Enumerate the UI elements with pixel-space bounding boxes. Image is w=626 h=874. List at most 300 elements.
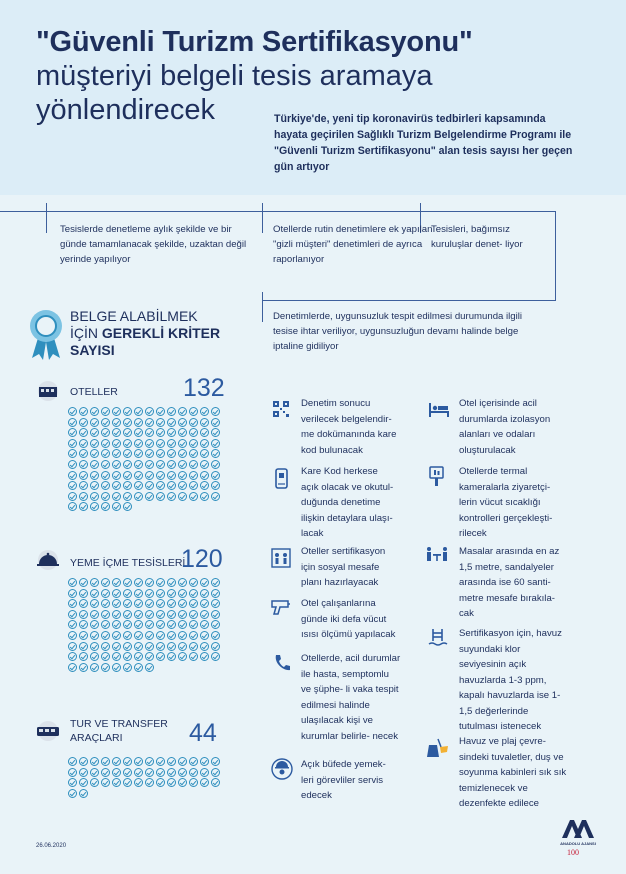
check-icon [90, 642, 99, 651]
timeline-bottom-line [262, 300, 556, 301]
check-icon [68, 502, 77, 511]
check-icon [101, 757, 110, 766]
check-icon [68, 439, 77, 448]
check-grid-yeme-icme [68, 578, 222, 673]
check-icon [112, 407, 121, 416]
check-icon [90, 428, 99, 437]
check-icon [101, 460, 110, 469]
check-icon [145, 481, 154, 490]
check-icon [123, 449, 132, 458]
check-icon [211, 460, 220, 469]
belge-line-3: SAYISI [70, 342, 115, 358]
check-icon [101, 407, 110, 416]
check-icon [134, 460, 143, 469]
check-icon [123, 757, 132, 766]
item-left-6: Açık büfede yemek- leri görevliler servis edecek [301, 759, 386, 801]
check-icon [68, 631, 77, 640]
item-left-4: Otel çalışanlarına günde iki defa vücut ısısı ölçümü yapılacak [301, 598, 396, 640]
check-icon [145, 768, 154, 777]
cleaning-icon [426, 737, 450, 759]
check-icon [145, 642, 154, 651]
check-icon [145, 620, 154, 629]
timeline-right-line [555, 211, 556, 301]
check-icon [211, 599, 220, 608]
check-icon [101, 599, 110, 608]
check-icon [200, 589, 209, 598]
check-icon [189, 631, 198, 640]
check-icon [123, 428, 132, 437]
phone-scan-icon [274, 468, 290, 490]
check-icon [145, 599, 154, 608]
check-icon [101, 471, 110, 480]
check-icon [101, 631, 110, 640]
check-icon [90, 449, 99, 458]
check-icon [200, 449, 209, 458]
check-icon [112, 631, 121, 640]
check-icon [134, 578, 143, 587]
check-icon [101, 439, 110, 448]
check-icon [123, 439, 132, 448]
check-icon [68, 418, 77, 427]
table-distance-icon [424, 545, 450, 563]
check-icon [167, 642, 176, 651]
check-icon [156, 620, 165, 629]
check-icon [167, 418, 176, 427]
note-4: Denetimlerde, uygunsuzluk tespit edilmesi durumunda ilgili tesise ihtar veriliyor, uygunsuzluğun devamı halinde belge iptaline gidiliyor [273, 311, 523, 352]
check-icon [189, 578, 198, 587]
check-icon [90, 620, 99, 629]
check-icon [211, 778, 220, 787]
bed-icon [428, 401, 450, 419]
check-icon [68, 789, 77, 798]
check-icon [123, 589, 132, 598]
check-icon [79, 578, 88, 587]
check-icon [211, 610, 220, 619]
check-icon [211, 407, 220, 416]
check-icon [167, 768, 176, 777]
check-icon [211, 578, 220, 587]
item-right-1: Otel içerisinde acil durumlarda izolasyon alanları ve odaları oluşturulacak [459, 398, 551, 456]
check-icon [112, 620, 121, 629]
check-icon [123, 652, 132, 661]
check-icon [79, 471, 88, 480]
check-icon [189, 757, 198, 766]
check-icon [68, 471, 77, 480]
check-icon [134, 589, 143, 598]
check-icon [200, 428, 209, 437]
check-icon [156, 481, 165, 490]
check-icon [79, 439, 88, 448]
check-icon [156, 757, 165, 766]
check-icon [200, 492, 209, 501]
check-icon [145, 407, 154, 416]
belge-line-1: BELGE ALABİLMEK [70, 308, 198, 324]
check-icon [200, 620, 209, 629]
check-icon [178, 610, 187, 619]
thermometer-gun-icon [271, 598, 291, 616]
check-icon [189, 471, 198, 480]
check-icon [123, 481, 132, 490]
check-icon [189, 407, 198, 416]
check-icon [167, 778, 176, 787]
check-icon [123, 778, 132, 787]
check-icon [211, 449, 220, 458]
check-icon [112, 449, 121, 458]
check-icon [101, 652, 110, 661]
check-icon [79, 757, 88, 766]
check-icon [156, 449, 165, 458]
note-1: Tesislerde denetleme aylık şekilde ve bir günde tamamlanacak şekilde, uzaktan değil yerinde yapılıyor [60, 224, 247, 265]
title-line-3: yönlendirecek [36, 94, 215, 126]
check-icon [112, 778, 121, 787]
check-icon [123, 642, 132, 651]
check-icon [167, 460, 176, 469]
belge-heading [70, 308, 220, 359]
check-icon [156, 460, 165, 469]
check-icon [101, 492, 110, 501]
check-icon [200, 642, 209, 651]
check-icon [101, 449, 110, 458]
check-icon [90, 460, 99, 469]
phone-icon [273, 654, 291, 672]
check-icon [134, 471, 143, 480]
check-icon [156, 652, 165, 661]
check-icon [68, 620, 77, 629]
check-icon [145, 428, 154, 437]
check-icon [189, 428, 198, 437]
check-icon [68, 599, 77, 608]
check-icon [79, 610, 88, 619]
check-icon [156, 439, 165, 448]
check-icon [145, 492, 154, 501]
check-icon [134, 757, 143, 766]
check-icon [200, 578, 209, 587]
category-count-oteller: 132 [183, 374, 225, 402]
check-icon [189, 589, 198, 598]
check-icon [134, 599, 143, 608]
check-icon [123, 631, 132, 640]
qr-code-icon [272, 400, 290, 418]
check-icon [189, 768, 198, 777]
check-icon [156, 578, 165, 587]
check-icon [200, 631, 209, 640]
thermal-camera-icon [428, 466, 446, 488]
check-icon [178, 631, 187, 640]
check-icon [68, 407, 77, 416]
check-icon [134, 428, 143, 437]
check-icon [167, 481, 176, 490]
check-icon [134, 610, 143, 619]
check-icon [90, 471, 99, 480]
check-icon [112, 428, 121, 437]
check-icon [189, 610, 198, 619]
check-icon [90, 407, 99, 416]
check-icon [156, 642, 165, 651]
check-icon [134, 481, 143, 490]
check-icon [167, 578, 176, 587]
check-icon [134, 778, 143, 787]
check-icon [167, 407, 176, 416]
check-icon [178, 642, 187, 651]
check-icon [101, 610, 110, 619]
check-icon [211, 428, 220, 437]
check-icon [156, 778, 165, 787]
check-icon [90, 778, 99, 787]
check-icon [134, 768, 143, 777]
check-icon [68, 642, 77, 651]
belge-line-2-pre: İÇİN [70, 325, 102, 341]
award-badge-icon [28, 308, 64, 362]
check-icon [189, 492, 198, 501]
intro-text: Türkiye'de, yeni tip koronavirüs tedbirleri kapsamında hayata geçirilen Sağlıklı Turizm Belgelendirme Programı ile "Güvenli Turizm Sertifikasyonu" alan tesis sayısı her geçen gün artıyor [274, 113, 573, 173]
belge-line-2-bold: GEREKLİ KRİTER [101, 325, 221, 341]
check-icon [112, 610, 121, 619]
check-icon [145, 589, 154, 598]
check-icon [90, 599, 99, 608]
check-icon [211, 768, 220, 777]
check-icon [79, 620, 88, 629]
check-icon [112, 768, 121, 777]
check-icon [211, 481, 220, 490]
check-icon [200, 778, 209, 787]
check-icon [68, 610, 77, 619]
check-icon [90, 610, 99, 619]
item-right-3: Masalar arasında en az 1,5 metre, sandalyeler arasında ise 60 santi- metre mesafe bırakıla- cak [459, 546, 560, 619]
check-icon [167, 492, 176, 501]
check-icon [68, 652, 77, 661]
check-icon [211, 652, 220, 661]
check-icon [90, 439, 99, 448]
check-icon [79, 599, 88, 608]
check-icon [101, 778, 110, 787]
check-icon [112, 652, 121, 661]
check-icon [156, 589, 165, 598]
item-left-2: Kare Kod herkese açık olacak ve okutul- duğunda denetime ilişkin detaylara ulaşı- lacak [301, 466, 394, 539]
check-icon [189, 418, 198, 427]
check-icon [79, 418, 88, 427]
check-icon [211, 589, 220, 598]
check-icon [90, 481, 99, 490]
check-icon [145, 631, 154, 640]
check-icon [123, 502, 132, 511]
check-icon [167, 631, 176, 640]
check-icon [112, 492, 121, 501]
check-icon [101, 418, 110, 427]
check-icon [145, 449, 154, 458]
check-icon [90, 502, 99, 511]
check-icon [101, 502, 110, 511]
check-icon [189, 642, 198, 651]
category-label-yeme-icme: YEME İÇME TESİSLERİ [70, 557, 186, 569]
check-icon [79, 449, 88, 458]
check-icon [211, 418, 220, 427]
check-icon [123, 663, 132, 672]
check-icon [189, 449, 198, 458]
check-icon [101, 578, 110, 587]
check-icon [211, 439, 220, 448]
date-stamp: 26.06.2020 [36, 843, 67, 849]
check-icon [112, 460, 121, 469]
category-label-tur-2: ARAÇLARI [70, 732, 123, 744]
check-icon [200, 460, 209, 469]
category-count-tur: 44 [189, 719, 217, 747]
check-icon [79, 407, 88, 416]
check-icon [145, 757, 154, 766]
note-2: Otellerde rutin denetimlere ek yapılan "gizli müşteri" denetimleri de ayrıca raporlanıyor [273, 224, 433, 265]
check-icon [211, 757, 220, 766]
check-icon [200, 418, 209, 427]
check-icon [123, 768, 132, 777]
check-icon [79, 428, 88, 437]
check-icon [211, 620, 220, 629]
check-icon [211, 492, 220, 501]
category-label-tur-1: TUR VE TRANSFER [70, 718, 168, 730]
check-icon [68, 757, 77, 766]
check-icon [112, 599, 121, 608]
check-icon [167, 471, 176, 480]
check-icon [145, 460, 154, 469]
check-icon [79, 589, 88, 598]
check-icon [112, 471, 121, 480]
check-icon [134, 418, 143, 427]
check-icon [101, 768, 110, 777]
check-icon [156, 768, 165, 777]
check-icon [90, 652, 99, 661]
category-count-yeme-icme: 120 [181, 545, 223, 573]
check-icon [156, 418, 165, 427]
check-icon [189, 620, 198, 629]
check-icon [156, 428, 165, 437]
check-icon [134, 449, 143, 458]
check-icon [178, 481, 187, 490]
check-icon [79, 631, 88, 640]
item-right-2: Otellerde termal kameralarla ziyaretçi- lerin vücut sıcaklığı kontrolleri gerçekleşti- rilecek [459, 466, 553, 539]
check-icon [134, 620, 143, 629]
check-icon [90, 663, 99, 672]
check-icon [156, 471, 165, 480]
check-grid-tur [68, 757, 222, 799]
title-line-2: müşteriyi belgeli tesis aramaya [36, 60, 433, 92]
check-icon [200, 652, 209, 661]
check-icon [189, 652, 198, 661]
check-icon [79, 502, 88, 511]
check-icon [101, 481, 110, 490]
check-icon [123, 620, 132, 629]
check-icon [145, 652, 154, 661]
check-icon [167, 439, 176, 448]
check-icon [167, 449, 176, 458]
aa-logo [556, 814, 600, 858]
check-icon [101, 663, 110, 672]
check-icon [68, 663, 77, 672]
check-icon [90, 589, 99, 598]
check-icon [79, 481, 88, 490]
item-right-4: Sertifikasyon için, havuz suyundaki klor seviyesinin açık havuzlarda 1-3 ppm, kapalı havuzlarda ise 1-1,5 değerlerinde tutulması istenecek [459, 628, 562, 732]
check-icon [200, 439, 209, 448]
check-icon [178, 652, 187, 661]
check-icon [178, 471, 187, 480]
check-icon [123, 418, 132, 427]
item-left-5: Otellerde, acil durumlar ile hasta, semptomlu ve şüphe- li vaka tespit edilmesi halinde ulaşılacak kişi ve kurumlar belirle- necek [301, 653, 401, 742]
check-icon [112, 642, 121, 651]
check-icon [178, 589, 187, 598]
check-icon [123, 610, 132, 619]
check-icon [134, 663, 143, 672]
check-icon [90, 418, 99, 427]
check-icon [156, 610, 165, 619]
check-icon [112, 663, 121, 672]
check-icon [79, 642, 88, 651]
check-icon [200, 471, 209, 480]
category-label-oteller: OTELLER [70, 386, 118, 398]
check-icon [101, 642, 110, 651]
check-icon [112, 439, 121, 448]
check-icon [167, 757, 176, 766]
check-icon [68, 578, 77, 587]
check-icon [189, 778, 198, 787]
check-icon [68, 589, 77, 598]
check-icon [112, 578, 121, 587]
title-line-1: "Güvenli Turizm Sertifikasyonu" [36, 26, 473, 58]
check-icon [167, 428, 176, 437]
check-icon [189, 439, 198, 448]
check-icon [134, 642, 143, 651]
check-icon [200, 599, 209, 608]
check-icon [112, 418, 121, 427]
waiter-icon [271, 758, 293, 780]
check-icon [79, 778, 88, 787]
check-icon [145, 439, 154, 448]
check-icon [178, 578, 187, 587]
check-icon [134, 652, 143, 661]
check-icon [79, 663, 88, 672]
item-left-1: Denetim sonucu verilecek belgelendir- me dokümanında kare kod bulunacak [301, 398, 397, 456]
check-icon [145, 578, 154, 587]
check-icon [123, 407, 132, 416]
bus-icon [33, 721, 63, 741]
check-icon [68, 460, 77, 469]
check-icon [211, 631, 220, 640]
check-icon [123, 471, 132, 480]
check-icon [79, 460, 88, 469]
check-icon [178, 428, 187, 437]
hotel-icon [33, 381, 63, 401]
check-icon [123, 599, 132, 608]
check-icon [178, 778, 187, 787]
check-icon [156, 492, 165, 501]
check-icon [167, 589, 176, 598]
timeline-top-line [0, 211, 555, 212]
check-icon [90, 578, 99, 587]
check-icon [123, 460, 132, 469]
check-icon [200, 407, 209, 416]
check-icon [134, 631, 143, 640]
pool-icon [428, 628, 448, 648]
check-icon [112, 481, 121, 490]
check-grid-oteller [68, 407, 222, 513]
check-icon [134, 492, 143, 501]
check-icon [200, 610, 209, 619]
check-icon [189, 599, 198, 608]
check-icon [178, 768, 187, 777]
check-icon [90, 492, 99, 501]
check-icon [200, 481, 209, 490]
check-icon [68, 428, 77, 437]
check-icon [156, 599, 165, 608]
check-icon [68, 492, 77, 501]
check-icon [167, 620, 176, 629]
aa-anniversary: 100 [567, 848, 579, 857]
